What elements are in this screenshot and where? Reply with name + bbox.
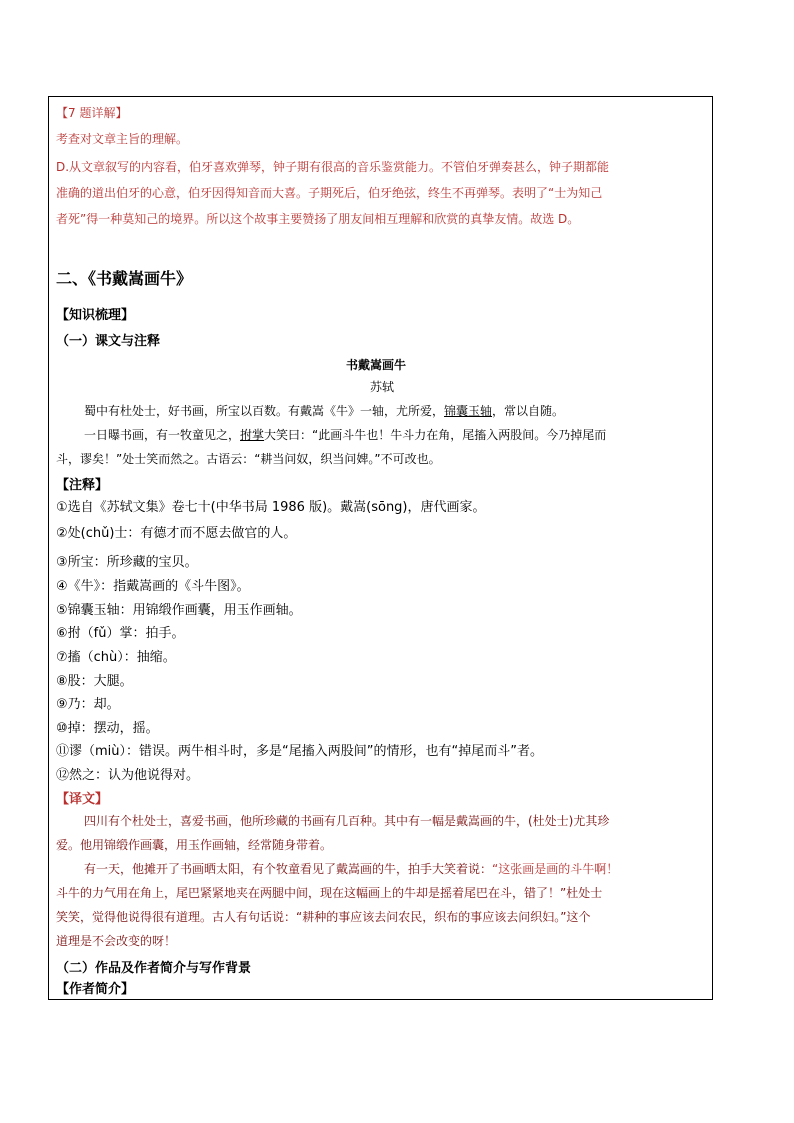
text-author: 苏轼 <box>370 380 395 394</box>
subsection-text-notes: （一）课文与注释 <box>56 334 161 349</box>
notes-heading: 【注释】 <box>56 478 109 493</box>
text-para1 <box>84 402 564 419</box>
note-item: ⑪谬（miù）：错误。两牛相斗时，多是“尾搐入两股间”的情形，也有“掉尾而斗”者。 <box>56 744 543 759</box>
text-underlined-jinnang: 锦囊玉轴 <box>444 404 493 418</box>
translation-line3-part1: 有一天，他摊开了书画晒太阳，有个牧童看见了戴嵩画的牛，拍手大笑着说： <box>84 862 493 876</box>
translation-line3-quote: “这张画是画的斗牛啊！ <box>492 862 619 876</box>
translation-line5: 笑笑，觉得他说得很有道理。古人有句话说：“耕种的事应该去问农民，织布的事应该去问织妇。”这个 <box>56 910 591 924</box>
text-underlined-fuzhang: 拊掌 <box>240 428 265 442</box>
translation-line1: 四川有个杜处士，喜爱书画，他所珍藏的书画有几百种。其中有一幅是戴嵩画的牛，(杜处士)尤其珍 <box>84 814 610 828</box>
note-item: ①选自《苏轼文集》卷七十(中华书局 1986 版)。戴嵩(sōng)，唐代画家。 <box>56 500 486 515</box>
q7-para-line3: 者死”得一种莫知己的境界。所以这个故事主要赞扬了朋友间相互理解和欣赏的真挚友情。故选 D。 <box>56 212 580 226</box>
note-item: ⑧股：大腿。 <box>56 674 133 689</box>
text-para2-part3: 大笑曰：“此画斗牛也！牛斗力在角，尾搐入两股间。今乃掉尾而 <box>264 428 607 442</box>
q7-line1: 考查对文章主旨的理解。 <box>56 132 189 146</box>
text-para1-part1: 蜀中有杜处士，好书画，所宝以百数。有戴嵩《牛》一轴，尤所爱， <box>84 404 445 418</box>
section-title: 二、《书戴嵩画牛》 <box>56 269 193 288</box>
note-item: ⑤锦囊玉轴：用锦缎作画囊，用玉作画轴。 <box>56 603 302 618</box>
note-item: ⑥拊（fǔ）掌：拍手。 <box>56 626 185 641</box>
note-item: ⑩掉：摆动，摇。 <box>56 721 159 736</box>
q7-title: 【7 题详解】 <box>56 106 128 120</box>
text-para3: 斗，谬矣！”处士笑而然之。古语云：“耕当问奴，织当问婢。”不可改也。 <box>56 452 441 466</box>
text-para1-part3: ，常以自随。 <box>492 404 565 418</box>
note-item: ⑨乃：却。 <box>56 697 120 712</box>
translation-line3 <box>84 860 618 877</box>
text-title: 书戴嵩画牛 <box>346 358 407 372</box>
note-item: ⑫然之：认为他说得对。 <box>56 768 200 783</box>
text-para2-part1: 一日曝书画，有一牧童见之， <box>84 428 241 442</box>
note-item: ②处(chǔ)士：有德才而不愿去做官的人。 <box>56 526 297 541</box>
note-item: ④《牛》：指戴嵩画的《斗牛图》。 <box>56 579 250 594</box>
q7-para-line2: 准确的道出伯牙的心意，伯牙因得知音而大喜。子期死后，伯牙绝弦，终生不再弹琴。表明了“士为知己 <box>56 186 603 200</box>
note-item: ⑦搐（chù）：抽缩。 <box>56 650 176 665</box>
q7-para-line1: D.从文章叙写的内容看，伯牙喜欢弹琴，钟子期有很高的音乐鉴赏能力。不管伯牙弹奏甚么，钟子期都能 <box>56 160 610 174</box>
translation-line2: 爱。他用锦缎作画囊，用玉作画轴，经常随身带着。 <box>56 838 333 852</box>
translation-line6: 道理是不会改变的呀！ <box>56 934 177 948</box>
translation-heading: 【译文】 <box>56 792 109 807</box>
knowledge-heading: 【知识梳理】 <box>56 308 135 323</box>
note-item: ③所宝：所珍藏的宝贝。 <box>56 555 198 570</box>
translation-line4: 斗牛的力气用在角上，尾巴紧紧地夹在两腿中间，现在这幅画上的牛却是摇着尾巴在斗，错了！”杜处士 <box>56 886 603 900</box>
author-intro-heading: 【作者简介】 <box>56 982 135 997</box>
subsection-author-background: （二）作品及作者简介与写作背景 <box>56 961 252 976</box>
text-para2 <box>84 426 606 443</box>
